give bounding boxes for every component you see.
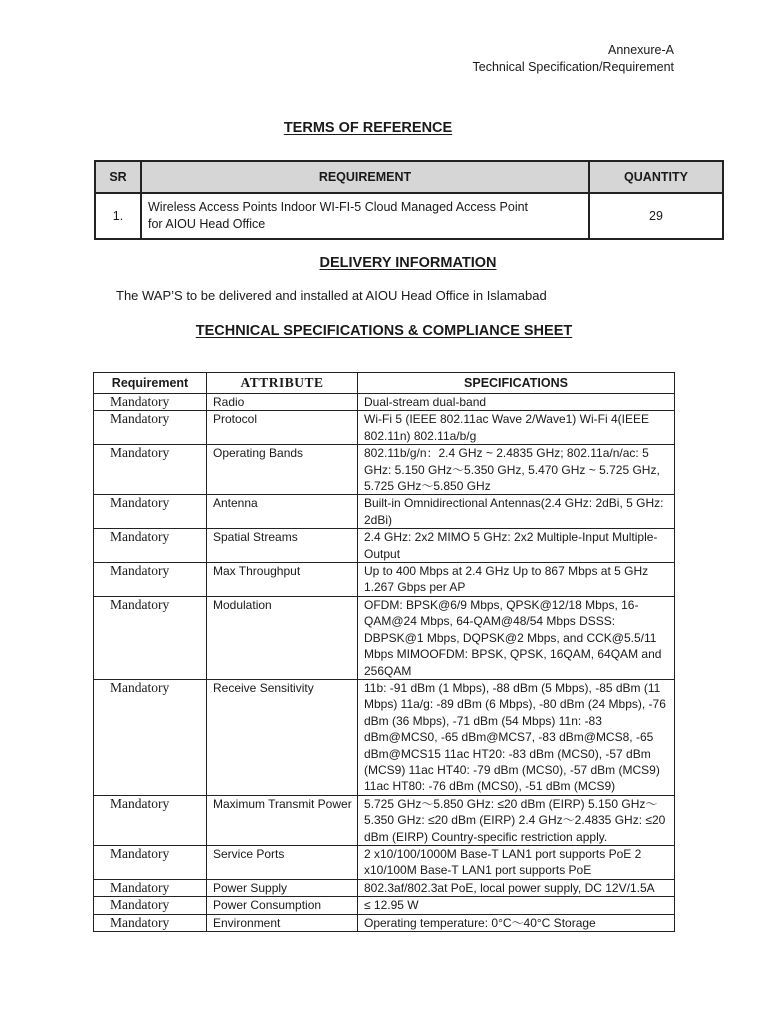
table-row (94, 795, 675, 845)
requirement-level: Mandatory (94, 914, 207, 931)
attribute-cell: Max Throughput (207, 563, 358, 597)
attribute-cell: Power Consumption (207, 897, 358, 914)
attribute-cell: Antenna (207, 495, 358, 529)
attribute-cell: Environment (207, 914, 358, 931)
attribute-cell: Receive Sensitivity (207, 679, 358, 795)
requirement-level: Mandatory (94, 394, 207, 411)
compliance-sheet-table (93, 372, 675, 932)
requirement-level: Mandatory (94, 679, 207, 795)
specification-cell: Wi-Fi 5 (IEEE 802.11ac Wave 2/Wave1) Wi-Fi 4(IEEE 802.11n) 802.11a/b/g (358, 411, 675, 445)
requirement-level: Mandatory (94, 845, 207, 879)
row-quantity: 29 (589, 193, 723, 239)
terms-of-reference-table (94, 160, 724, 240)
table-row (94, 845, 675, 879)
attribute-cell: Radio (207, 394, 358, 411)
table-row (94, 897, 675, 914)
column-header-sr: SR (95, 161, 141, 193)
specification-cell: 11b: -91 dBm (1 Mbps), -88 dBm (5 Mbps), -85 dBm (11 Mbps) 11a/g: -89 dBm (6 Mbps), -80 dBm (24 Mbps), -76 dBm (36 Mbps), -71 dBm (54 Mbps) 11n: -83 dBm@MCS0, -65 dBm@MCS7, -83 dBm@MCS8, -65 dBm@MCS15 11ac HT20: -83 dBm (MCS0), -57 dBm (MCS9) 11ac HT40: -79 dBm (MCS0), -57 dBm (MCS9) 11ac HT80: -76 dBm (MCS0), -51 dBm (MCS9) (358, 679, 675, 795)
table-row (94, 411, 675, 445)
requirement-line: Wireless Access Points Indoor WI-FI-5 Cloud Managed Access Point (148, 200, 529, 214)
specification-cell: 2.4 GHz: 2x2 MIMO 5 GHz: 2x2 Multiple-Input Multiple-Output (358, 529, 675, 563)
table-row (94, 495, 675, 529)
delivery-information-heading: DELIVERY INFORMATION (319, 255, 497, 271)
specification-cell: 5.725 GHz〜5.850 GHz: ≤20 dBm (EIRP) 5.150 GHz〜5.350 GHz: ≤20 dBm (EIRP) 2.4 GHz〜2.4835 GHz: ≤20 dBm (EIRP) Country-specific restriction apply. (358, 795, 675, 845)
delivery-text: The WAP’S to be delivered and installed at AIOU Head Office in Islamabad (116, 288, 547, 303)
table-row (94, 529, 675, 563)
document-header (473, 42, 675, 76)
column-header-specifications: SPECIFICATIONS (358, 373, 675, 394)
specification-cell: Operating temperature: 0°C〜40°C Storage (358, 914, 675, 931)
requirement-level: Mandatory (94, 795, 207, 845)
table-row (95, 193, 723, 239)
requirement-line: for AIOU Head Office (148, 217, 266, 231)
requirement-level: Mandatory (94, 495, 207, 529)
row-requirement (141, 193, 589, 239)
requirement-level: Mandatory (94, 596, 207, 679)
table-row (94, 596, 675, 679)
table-header-row (95, 161, 723, 193)
table-row (94, 914, 675, 931)
column-header-requirement: REQUIREMENT (141, 161, 589, 193)
specification-cell: Dual-stream dual-band (358, 394, 675, 411)
document-subtitle: Technical Specification/Requirement (472, 60, 674, 74)
specification-cell: 802.11b/g/n：2.4 GHz ~ 2.4835 GHz; 802.11a/n/ac: 5 GHz: 5.150 GHz〜5.350 GHz, 5.470 GHz ~ 5.725 GHz, 5.725 GHz〜5.850 GHz (358, 445, 675, 495)
technical-specifications-heading: TECHNICAL SPECIFICATIONS & COMPLIANCE SHEET (195, 323, 573, 339)
specification-cell: 802.3af/802.3at PoE, local power supply, DC 12V/1.5A (358, 879, 675, 896)
column-header-quantity: QUANTITY (589, 161, 723, 193)
specification-cell: ≤ 12.95 W (358, 897, 675, 914)
column-header-requirement: Requirement (94, 373, 207, 394)
attribute-cell: Service Ports (207, 845, 358, 879)
specification-cell: OFDM: BPSK@6/9 Mbps, QPSK@12/18 Mbps, 16-QAM@24 Mbps, 64-QAM@48/54 Mbps DSSS: DBPSK@1 Mbps, DQPSK@2 Mbps, and CCK@5.5/11 Mbps MIMOOFDM: BPSK, QPSK, 16QAM, 64QAM and 256QAM (358, 596, 675, 679)
specification-cell: Built-in Omnidirectional Antennas(2.4 GHz: 2dBi, 5 GHz: 2dBi) (358, 495, 675, 529)
attribute-cell: Modulation (207, 596, 358, 679)
attribute-cell: Maximum Transmit Power (207, 795, 358, 845)
attribute-cell: Spatial Streams (207, 529, 358, 563)
specification-cell: Up to 400 Mbps at 2.4 GHz Up to 867 Mbps at 5 GHz 1.267 Gbps per AP (358, 563, 675, 597)
attribute-cell: Protocol (207, 411, 358, 445)
requirement-level: Mandatory (94, 411, 207, 445)
requirement-level: Mandatory (94, 879, 207, 896)
requirement-level: Mandatory (94, 445, 207, 495)
table-row (94, 563, 675, 597)
requirement-level: Mandatory (94, 563, 207, 597)
requirement-level: Mandatory (94, 529, 207, 563)
attribute-cell: Power Supply (207, 879, 358, 896)
table-row (94, 394, 675, 411)
requirement-level: Mandatory (94, 897, 207, 914)
attribute-cell: Operating Bands (207, 445, 358, 495)
column-header-attribute: ATTRIBUTE (207, 373, 358, 394)
row-sr: 1. (95, 193, 141, 239)
table-header-row (94, 373, 675, 394)
annexure-label: Annexure-A (607, 43, 674, 57)
terms-of-reference-heading: TERMS OF REFERENCE (283, 120, 453, 136)
specification-cell: 2 x10/100/1000M Base-T LAN1 port supports PoE 2 x10/100M Base-T LAN1 port supports PoE (358, 845, 675, 879)
table-row (94, 879, 675, 896)
table-row (94, 445, 675, 495)
table-row (94, 679, 675, 795)
